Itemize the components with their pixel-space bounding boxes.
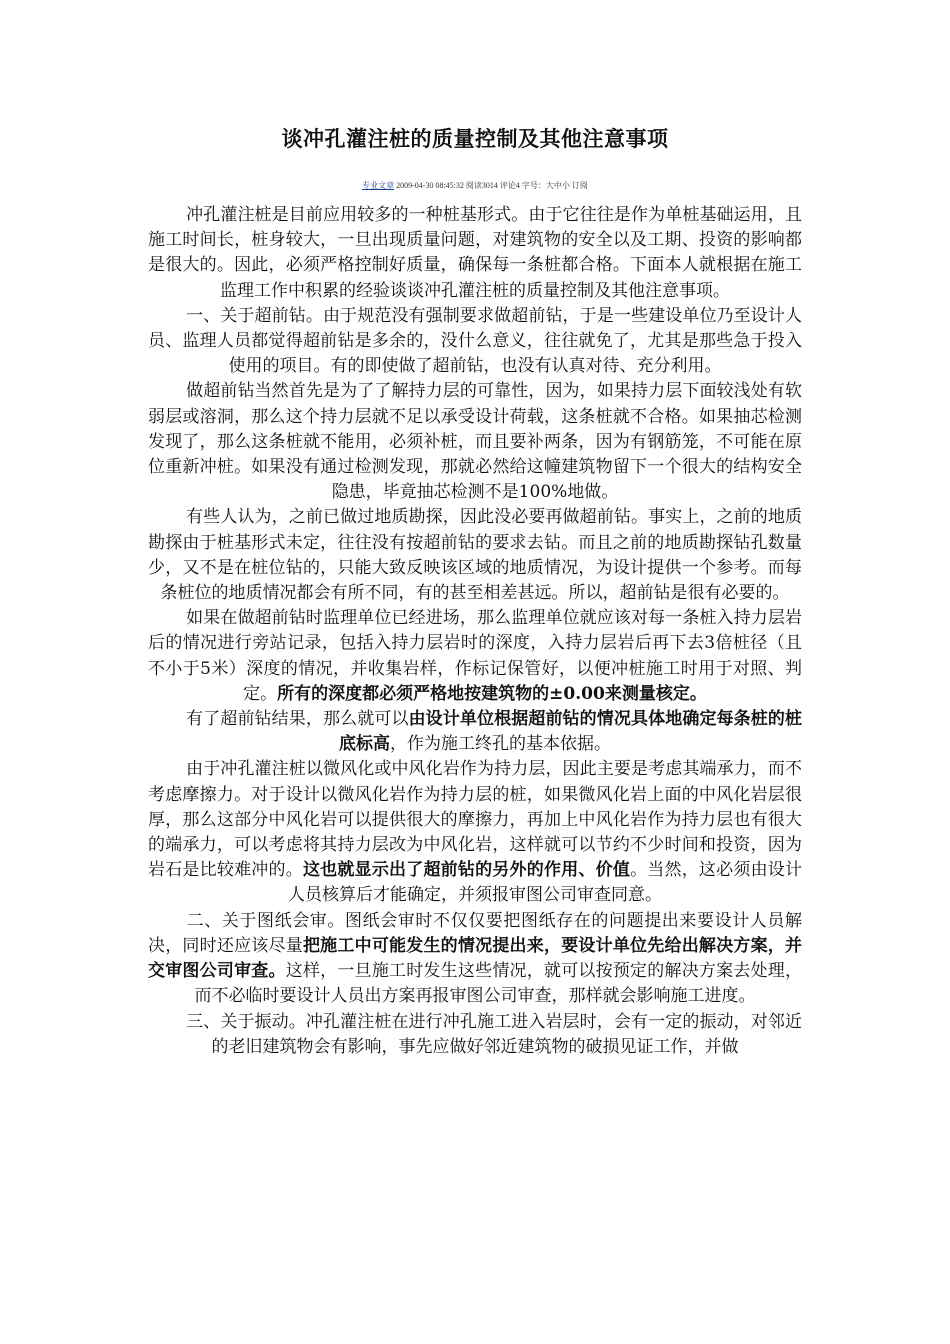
paragraph [148,1010,802,1060]
paragraph-text: 这样，一旦施工时发生这些情况，就可以按预定的解决方案去处理，而不必临时要设计人员出方案再报审图公司审查，那样就会影响施工进度。 [194,961,803,1007]
paragraph [148,304,802,380]
page-title: 谈冲孔灌注桩的质量控制及其他注意事项 [281,127,669,151]
paragraph-text: 如果在做超前钻时监理单位已经进场，那么监理单位就应该对每一条桩入持力层岩后的情况进行旁站记录，包括入持力层岩时的深度，入持力层岩后再下去3倍桩径（且不小于5米）深度的情况，并收集岩样，作标记保管好，以便冲桩施工时用于对照、判定。 [148,608,802,704]
paragraph [148,203,802,304]
article-body [148,203,802,1060]
paragraph [148,606,802,707]
bold-text: 这也就显示出了超前钻的另外的作用、价值 [302,860,631,881]
bold-text: 所有的深度都必须严格地按建筑物的±0.00来测量核定。 [277,683,707,704]
article-meta [148,180,802,191]
paragraph-text: 由于冲孔灌注桩以微风化或中风化岩作为持力层，因此主要是考虑其端承力，而不考虑摩擦力。对于设计以微风化岩作为持力层的桩，如果微风化岩上面的中风化岩层很厚，那么这部分中风化岩可以提供很大的摩擦力，再加上中风化岩作为持力层也有很大的端承力，可以考虑将其持力层改为中风化岩，这样就可以节约不少时间和投资，因为岩石是比较难冲的。 [148,759,802,881]
paragraph-text: 。当然，这必须由设计人员核算后才能确定，并须报审图公司审查同意。 [288,860,803,906]
paragraph-text: ，作为施工终孔的基本依据。 [390,734,611,755]
paragraph-text: 一、关于超前钻。由于规范没有强制要求做超前钻，于是一些建设单位乃至设计人员、监理人员都觉得超前钻是多余的，没什么意义，往往就免了，尤其是那些急于投入使用的项目。有的即使做了超前钻，也没有认真对待、充分利用。 [148,305,802,377]
paragraph [148,707,802,757]
bold-text: 把施工中可能发生的情况提出来，要设计单位先给出解决方案，并交审图公司审查。 [148,935,803,982]
paragraph [148,757,802,908]
bold-text: 由设计单位根据超前钻的情况具体地确定每条桩的桩底标高 [339,709,803,755]
paragraph [148,505,802,606]
paragraph-text: 有些人认为，之前已做过地质勘探，因此没必要再做超前钻。事实上，之前的地质勘探由于桩基形式未定，往往没有按超前钻的要求去钻。而且之前的地质勘探钻孔数量少，又不是在桩位钻的，只能大致反映该区域的地质情况，为设计提供一个参考。而每条桩位的地质情况都会有所不同，有的甚至相差甚远。所以，超前钻是很有必要的。 [148,507,802,604]
paragraph [148,379,802,505]
paragraph-text: 有了超前钻结果，那么就可以 [186,709,409,730]
paragraph-text: 三、关于振动。冲孔灌注桩在进行冲孔施工进入岩层时，会有一定的振动，对邻近的老旧建筑物会有影响，事先应做好邻近建筑物的破损见证工作，并做 [186,1011,802,1057]
meta-info: 2009-04-30 08:45:32 阅读3014 评论4 字号：大中小 订阅 [394,181,588,190]
category-link[interactable]: 专业文章 [362,181,395,190]
paragraph [148,909,802,1010]
paragraph-text: 冲孔灌注桩是目前应用较多的一种桩基形式。由于它往往是作为单桩基础运用，且施工时间长，桩身较大，一旦出现质量问题，对建筑物的安全以及工期、投资的影响都是很大的。因此，必须严格控制好质量，确保每一条桩都合格。下面本人就根据在施工监理工作中积累的经验谈谈冲孔灌注桩的质量控制及其他注意事项。 [148,205,802,301]
paragraph-text: 二、关于图纸会审。图纸会审时不仅仅要把图纸存在的问题提出来要设计人员解决，同时还应该尽量 [148,910,802,956]
paragraph-text: 做超前钻当然首先是为了了解持力层的可靠性，因为，如果持力层下面较浅处有软弱层或溶洞，那么这个持力层就不足以承受设计荷载，这条桩就不合格。如果抽芯检测发现了，那么这条桩就不能用，必须补桩，而且要补两条，因为有钢筋笼，不可能在原位重新冲桩。如果没有通过检测发现，那就必然给这幢建筑物留下一个很大的结构安全隐患，毕竟抽芯检测不是100%地做。 [148,381,802,503]
